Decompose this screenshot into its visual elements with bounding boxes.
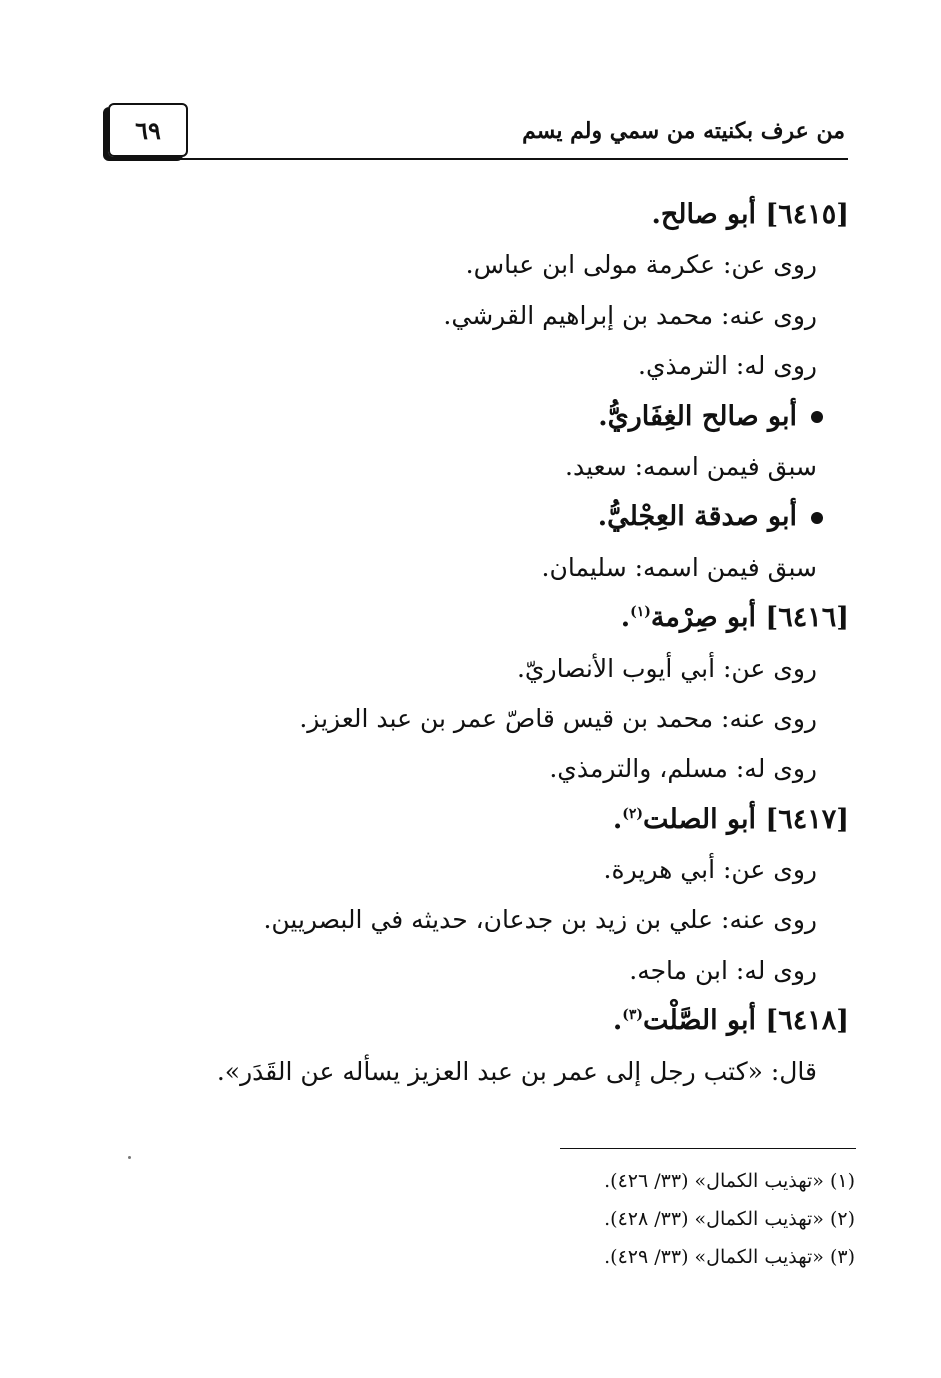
bullet-heading xyxy=(129,492,849,542)
sub-line: قال: «كتب رجل إلى عمر بن عبد العزيز يسأله عن القَدَر». xyxy=(216,1056,817,1086)
entry-number: [٦٤١٧] xyxy=(765,803,849,835)
sub-line: روى عنه: محمد بن إبراهيم القرشي. xyxy=(443,300,817,330)
entry-tail: . xyxy=(612,803,623,835)
page-number: ٦٩ xyxy=(135,115,161,145)
footnote-ref: (٢) xyxy=(622,805,644,822)
sub-line: روى عن: أبي أيوب الأنصاريّ. xyxy=(516,653,817,683)
entry-tail: . xyxy=(612,1005,623,1037)
bullet-text: أبو صدقة العِجْليُّ. xyxy=(597,501,797,533)
sub-line: روى له: ابن ماجه. xyxy=(629,955,817,985)
entry-name: أبو صِرْمة xyxy=(650,602,757,634)
footnote: (١) «تهذيب الكمال» (٣٣/ ٤٢٦). xyxy=(604,1170,855,1192)
entry-number: [٦٤١٥] xyxy=(765,199,849,230)
entry-heading xyxy=(129,593,849,643)
bullet-icon xyxy=(811,411,823,423)
entry-number: [٦٤١٨] xyxy=(765,1005,849,1037)
entry-name: أبو الصَّلْت xyxy=(643,1005,757,1037)
page-number-box xyxy=(108,103,188,157)
footnote: (٢) «تهذيب الكمال» (٣٣/ ٤٢٨). xyxy=(604,1208,855,1230)
footnote-ref: (٣) xyxy=(622,1007,644,1024)
entry-heading xyxy=(129,996,849,1046)
footnote-ref: (١) xyxy=(630,604,651,621)
sub-line: روى عن: عكرمة مولى ابن عباس. xyxy=(465,250,817,280)
sub-line: سبق فيمن اسمه: سعيد. xyxy=(565,451,817,481)
running-title: من عرف بكنيته من سمي ولم يسم xyxy=(522,118,845,144)
entry-tail: . xyxy=(620,602,631,634)
entry-heading xyxy=(129,190,849,240)
speck xyxy=(128,1156,131,1159)
sub-line: روى عن: أبي هريرة. xyxy=(603,855,817,885)
sub-line: روى له: الترمذي. xyxy=(638,351,817,381)
bullet-text: أبو صالح الغِفَاريُّ. xyxy=(598,400,797,432)
entry-name: أبو الصلت xyxy=(643,803,757,835)
entry-name: أبو صالح. xyxy=(651,199,757,230)
entry-number: [٦٤١٦] xyxy=(765,602,849,634)
body-text xyxy=(129,190,849,1097)
footnote: (٣) «تهذيب الكمال» (٣٣/ ٤٢٩). xyxy=(604,1246,855,1268)
footnote-rule xyxy=(560,1148,856,1149)
entry-heading xyxy=(129,795,849,845)
header-rule xyxy=(108,158,848,160)
footnotes xyxy=(455,1162,855,1276)
sub-line: روى عنه: محمد بن قيس قاصّ عمر بن عبد العزيز. xyxy=(299,703,817,733)
sub-line: روى له: مسلم، والترمذي. xyxy=(549,754,817,784)
sub-line: روى عنه: علي بن زيد بن جدعان، حديثه في البصريين. xyxy=(263,905,817,935)
bullet-heading xyxy=(129,392,849,442)
sub-line: سبق فيمن اسمه: سليمان. xyxy=(541,552,817,582)
bullet-icon xyxy=(811,512,823,524)
